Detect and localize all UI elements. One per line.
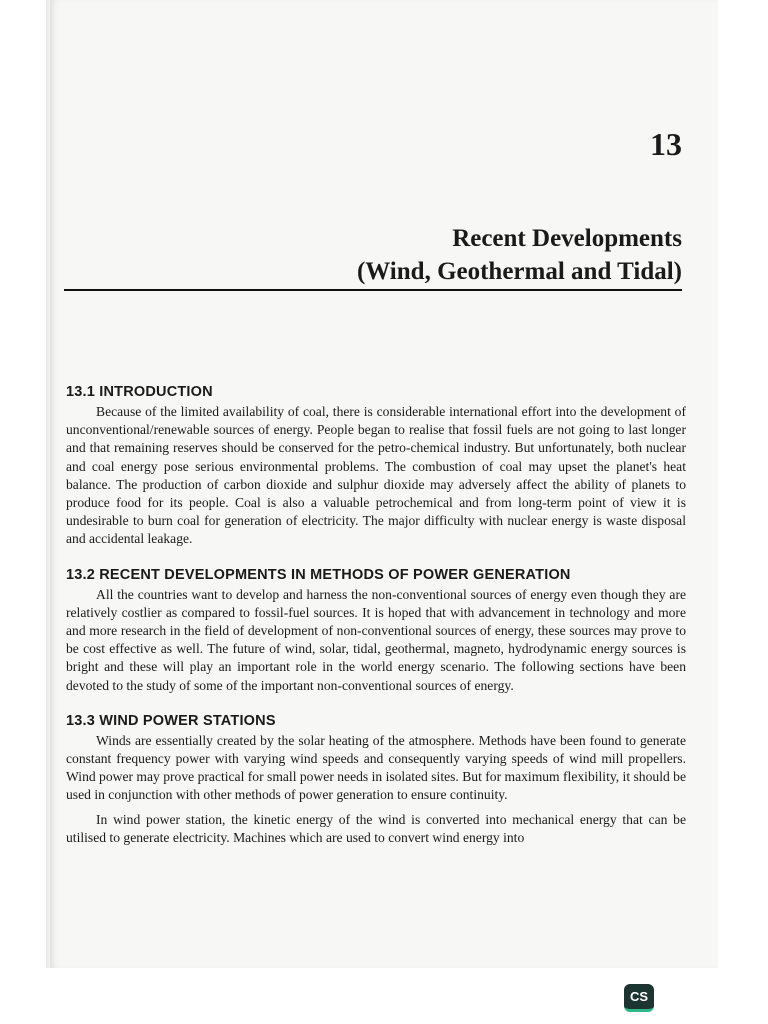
section-wind-power	[66, 713, 686, 847]
title-rule	[64, 289, 682, 291]
camscanner-badge-icon	[624, 984, 654, 1012]
body-text	[66, 384, 686, 865]
paragraph: Winds are essentially created by the solar heating of the atmosphere. Methods have been found to generate constant frequency power with varying wind speeds and consequently varying speeds of wind mill propellers. Wind power may prove practical for small power needs in isolated sites. But for maximum flexibility, it should be used in conjunction with other methods of power generation to ensure continuity.	[66, 732, 686, 803]
chapter-title-line-1: Recent Developments	[452, 225, 682, 252]
badge-label: CS	[629, 989, 649, 1004]
section-heading: 13.1 INTRODUCTION	[66, 384, 213, 400]
section-introduction	[66, 384, 686, 549]
chapter-title	[357, 222, 682, 288]
chapter-number: 13	[650, 126, 682, 162]
chapter-title-line-2: (Wind, Geothermal and Tidal)	[356, 258, 682, 285]
section-heading: 13.2 RECENT DEVELOPMENTS IN METHODS OF POWER GENERATION	[66, 566, 571, 583]
paragraph: All the countries want to develop and harness the non-conventional sources of energy even though they are relatively costlier as compared to fossil-fuel sources. It is hoped that with advancement in technology and more and more research in the field of development of non-conventional sources of energy, these sources may prove to be cost effective as well. The future of wind, solar, tidal, geothermal, magneto, hydrodynamic energy sources is bright and these will play an important role in the world energy scenario. The following sections have been devoted to the study of some of the important non-conventional sources of energy.	[66, 586, 686, 693]
paragraph: In wind power station, the kinetic energy of the wind is converted into mechanical energy that can be utilised to generate electricity. Machines which are used to convert wind energy into	[66, 811, 686, 845]
paragraph: Because of the limited availability of coal, there is considerable international effort into the development of unconventional/renewable sources of energy. People began to realise that fossil fuels are not going to last longer and that remaining reserves should be conserved for the petro-chemical industry. But unfortunately, both nuclear and coal energy pose serious environmental problems. The combustion of coal may upset the planet's heat balance. The production of carbon dioxide and sulphur dioxide may adversely affect the ability of planets to produce food for its people. Coal is also a valuable petrochemical and from long-term point of view it is undesirable to burn coal for generation of electricity. The major difficulty with nuclear energy is waste disposal and accidental leakage.	[66, 404, 686, 547]
section-heading: 13.3 WIND POWER STATIONS	[66, 712, 276, 729]
section-recent-developments	[66, 567, 686, 695]
